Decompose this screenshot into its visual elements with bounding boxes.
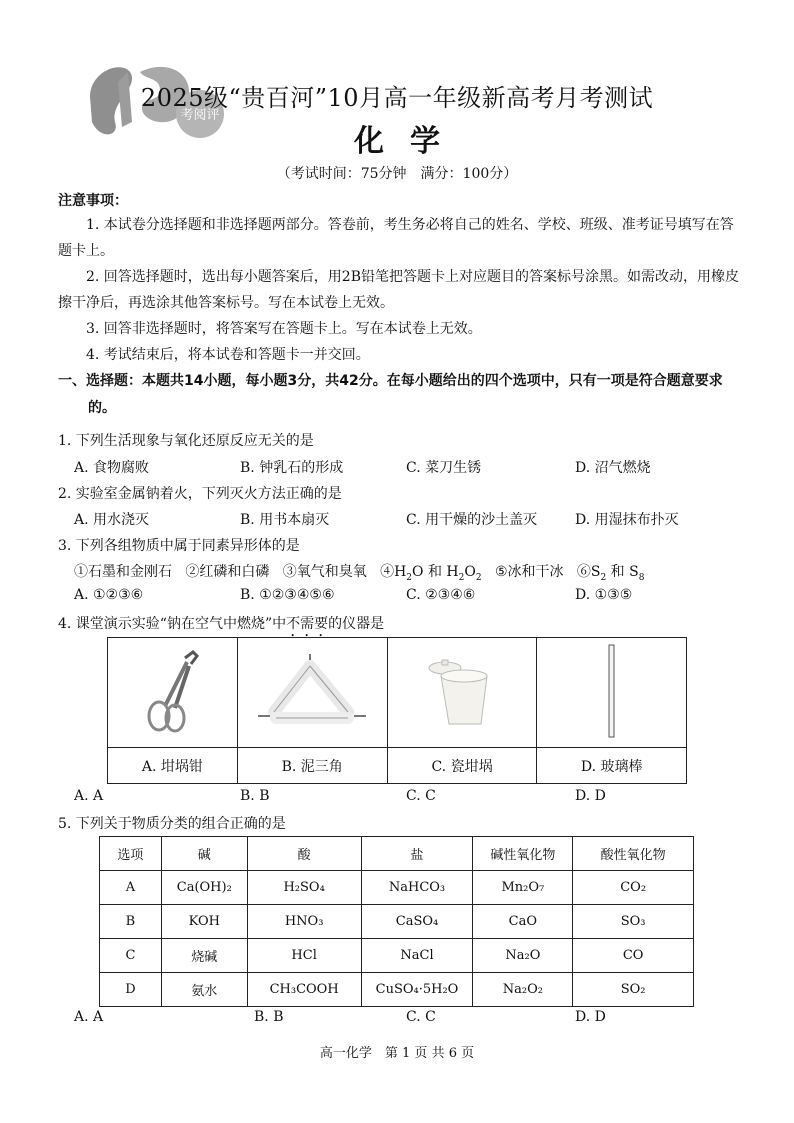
q3-option-b: B. ①②③④⑤⑥: [240, 587, 335, 603]
q3-item-3: ③氧气和臭氧: [282, 564, 367, 580]
section-heading: 一、选择题：本题共14小题，每小题3分，共42分。在每小题给出的四个选项中，只有一项是符合题意要求的。: [58, 373, 723, 416]
notice-item-4: 4. 考试结束后，将本试卷和答题卡一并交回。: [86, 347, 370, 363]
q4-label-d: D. 玻璃棒: [537, 748, 687, 784]
q4-label-c: C. 瓷坩埚: [387, 748, 537, 784]
table-cell: HNO₃: [247, 905, 361, 939]
q4-option-c: C. C: [406, 788, 436, 804]
table-cell: HCl: [247, 939, 361, 973]
table-cell: C: [100, 939, 162, 973]
crucible-tongs-icon: [137, 646, 207, 736]
clay-triangle-icon: [252, 646, 372, 736]
q3-item-6: $⑥S_2$ 和 $S_8$: [576, 564, 645, 583]
table-row: [100, 939, 694, 973]
q4-option-d: D. D: [575, 788, 606, 804]
q4-stem: 4. 课堂演示实验“钠在空气中燃烧”中不需要的仪器是: [58, 616, 385, 632]
q2-option-c: C. 用干燥的沙土盖灭: [406, 512, 538, 528]
q3-option-c: C. ②③④⑥: [406, 587, 476, 603]
table-cell: Mn₂O₇: [473, 871, 573, 905]
porcelain-crucible-cell: [387, 638, 537, 748]
q1-option-a: A. 食物腐败: [74, 460, 150, 476]
q4-emphasis: 不需要: [286, 616, 329, 632]
table-cell: CH₃COOH: [247, 973, 361, 1007]
q5-header-option: 选项: [100, 837, 162, 871]
table-cell: SO₃: [573, 905, 694, 939]
table-row: [100, 871, 694, 905]
q2-option-d: D. 用湿抹布扑灭: [575, 512, 679, 528]
notice-item-3: 3. 回答非选择题时，将答案写在答题卡上。写在本试卷上无效。: [86, 321, 482, 337]
subject-title: 化学: [354, 124, 466, 159]
table-cell: Ca(OH)₂: [161, 871, 247, 905]
table-row: [100, 973, 694, 1007]
q5-stem: 5. 下列关于物质分类的组合正确的是: [58, 816, 286, 832]
q2-option-b: B. 用书本扇灭: [240, 512, 330, 528]
q1-option-c: C. 菜刀生锈: [406, 460, 482, 476]
q5-option-a: A. A: [74, 1009, 104, 1025]
q1-stem: 1. 下列生活现象与氧化还原反应无关的是: [58, 433, 314, 449]
q4-label-a: A. 坩埚钳: [108, 748, 238, 784]
q1-option-d: D. 沼气燃烧: [575, 460, 651, 476]
table-cell: A: [100, 871, 162, 905]
q2-stem: 2. 实验室金属钠着火，下列灭火方法正确的是: [58, 486, 342, 502]
notice-heading: 注意事项：: [58, 193, 128, 209]
table-cell: B: [100, 905, 162, 939]
table-cell: NaHCO₃: [361, 871, 473, 905]
q5-header-basic-oxide: 碱性氧化物: [473, 837, 573, 871]
notice-item-2: 2. 回答选择题时，选出每小题答案后，用2B铅笔把答题卡上对应题目的答案标号涂黑。如需改动，用橡皮擦干净后，再选涂其他答案标号。写在本试卷上无效。: [58, 269, 740, 311]
q3-item-2: ②红磷和白磷: [185, 564, 270, 580]
table-cell: CO: [573, 939, 694, 973]
table-cell: 氨水: [161, 973, 247, 1007]
glass-rod-icon: [597, 641, 627, 741]
table-cell: D: [100, 973, 162, 1007]
table-row: [100, 905, 694, 939]
porcelain-crucible-icon: [417, 646, 507, 736]
table-cell: CaO: [473, 905, 573, 939]
q5-option-d: D. D: [575, 1009, 606, 1025]
table-cell: CO₂: [573, 871, 694, 905]
exam-title: 2025级“贵百河”10月高一年级新高考月考测试: [140, 84, 654, 112]
table-cell: Na₂O: [473, 939, 573, 973]
q1-option-b: B. 钟乳石的形成: [240, 460, 344, 476]
q5-classification-table: [99, 836, 694, 1007]
q5-header-salt: 盐: [361, 837, 473, 871]
q5-header-acidic-oxide: 酸性氧化物: [573, 837, 694, 871]
q2-option-a: A. 用水浇灭: [74, 512, 150, 528]
q5-option-b: B. B: [254, 1009, 284, 1025]
q5-option-c: C. C: [406, 1009, 436, 1025]
clay-triangle-cell: [237, 638, 387, 748]
q4-option-b: B. B: [240, 788, 270, 804]
table-cell: CaSO₄: [361, 905, 473, 939]
exam-info: （考试时间：75分钟 满分：100分）: [276, 166, 518, 182]
q3-option-d: D. ①③⑤: [575, 587, 633, 603]
q3-item-1: ①石墨和金刚石: [74, 564, 172, 580]
q5-header-acid: 酸: [247, 837, 361, 871]
q4-option-a: A. A: [74, 788, 104, 804]
page-footer: 高一化学 第 1 页 共 6 页: [319, 1046, 475, 1061]
q3-items: [74, 561, 644, 583]
q3-option-a: A. ①②③⑥: [74, 587, 144, 603]
logo-text: 考阅评: [180, 108, 220, 123]
table-cell: SO₂: [573, 973, 694, 1007]
notice-item-1: 1. 本试卷分选择题和非选择题两部分。答卷前，考生务必将自己的姓名、学校、班级、准考证号填写在答题卡上。: [58, 217, 734, 259]
q3-stem: 3. 下列各组物质中属于同素异形体的是: [58, 538, 300, 554]
q3-item-5: ⑤冰和干冰: [494, 564, 564, 580]
q4-apparatus-table: [107, 637, 687, 784]
table-cell: NaCl: [361, 939, 473, 973]
table-cell: CuSO₄·5H₂O: [361, 973, 473, 1007]
table-cell: KOH: [161, 905, 247, 939]
crucible-tongs-cell: [108, 638, 238, 748]
table-cell: Na₂O₂: [473, 973, 573, 1007]
table-cell: H₂SO₄: [247, 871, 361, 905]
q5-header-base: 碱: [161, 837, 247, 871]
table-cell: 烧碱: [161, 939, 247, 973]
q3-item-4: $④H_2O$ 和 $H_2O_2$: [380, 564, 482, 583]
q4-label-b: B. 泥三角: [237, 748, 387, 784]
glass-rod-cell: [537, 638, 687, 748]
